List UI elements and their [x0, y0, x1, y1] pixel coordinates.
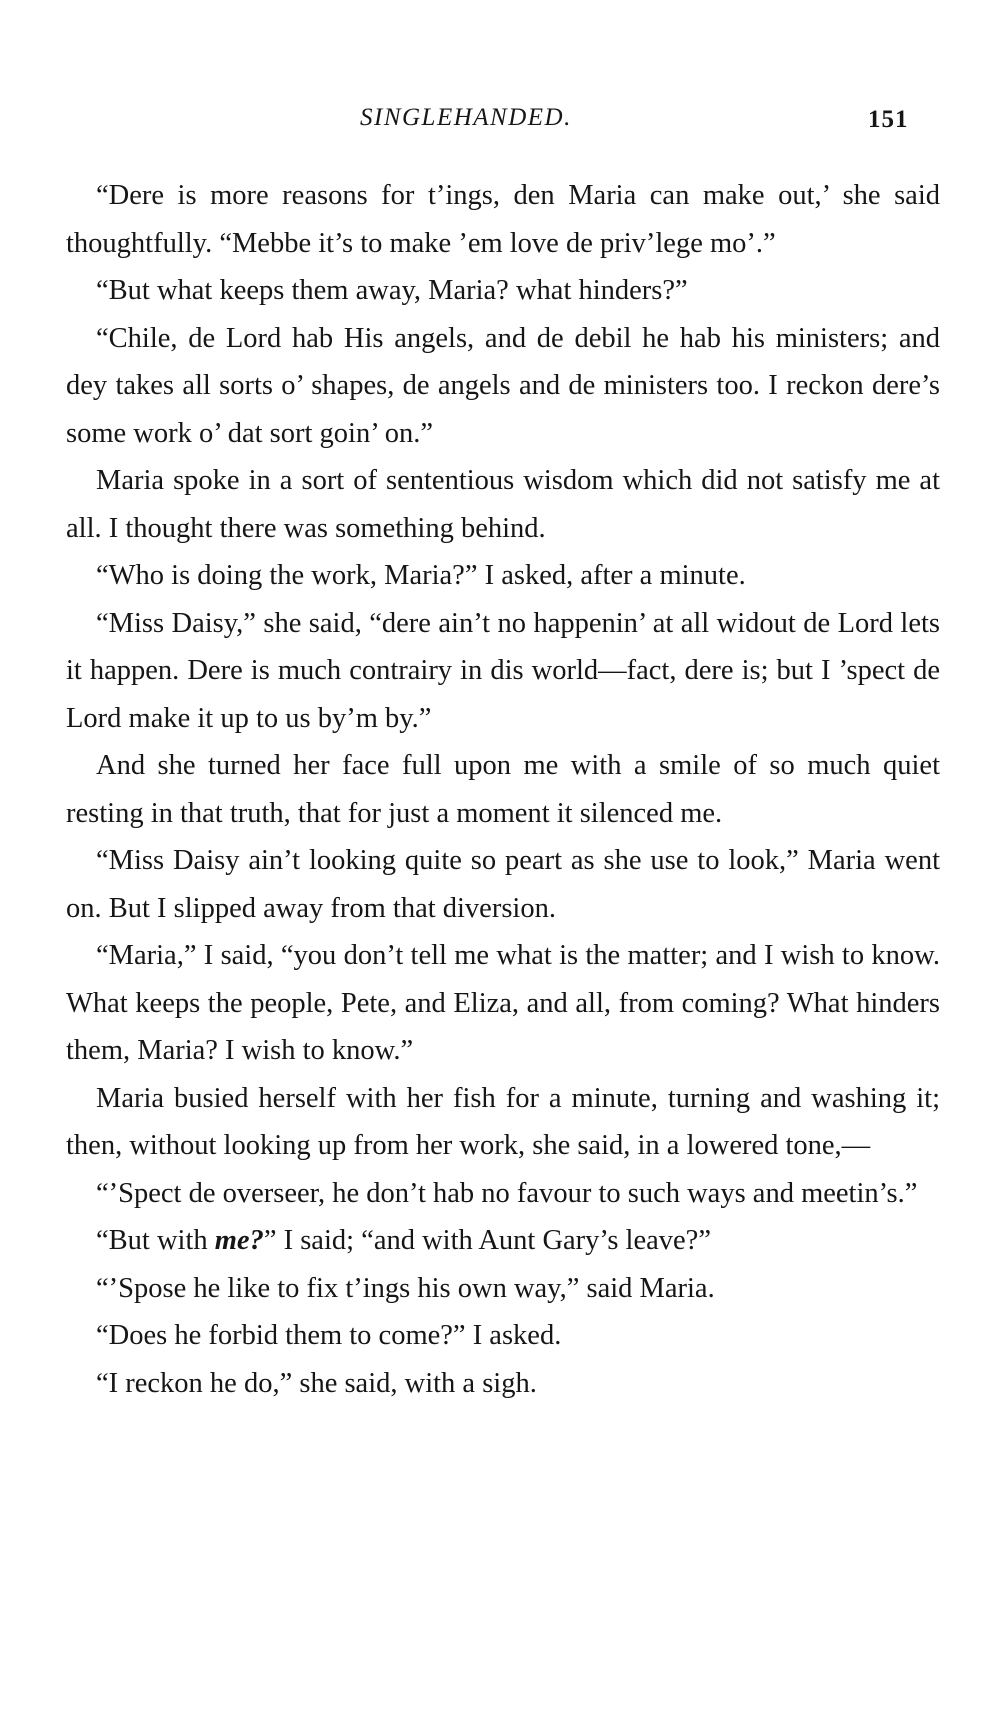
paragraph: “Who is doing the work, Maria?” I asked, after a minute.	[96, 560, 746, 591]
paragraph: “’Spect de overseer, he don’t hab no favour to such ways and meetin’s.”	[96, 1177, 918, 1209]
running-title: SINGLEHANDED.	[360, 104, 572, 131]
page-number: 151	[868, 106, 909, 133]
paragraph: “I reckon he do,” she said, with a sigh.	[96, 1367, 537, 1399]
paragraph: “Chile, de Lord hab His angels, and de debil he hab his ministers; and dey takes all sorts o’ shapes, de angels and de ministers too. I reckon dere’s some work o’ dat sort goin’ on.”	[66, 322, 940, 449]
paragraph: “But what keeps them away, Maria? what hinders?”	[96, 275, 688, 306]
emphasis-line-before: “But with	[96, 1225, 215, 1256]
paragraph: “Maria,” I said, “you don’t tell me what is the matter; and I wish to know. What keeps the people, Pete, and Eliza, and all, from coming? What hinders them, Maria? I wish to know.”	[66, 940, 940, 1066]
emphasis-line-after: ” I said; “and with Aunt Gary’s leave?”	[263, 1225, 711, 1256]
paragraph: “Dere is more reasons for t’ings, den Maria can make out,’ she said thoughtfully. “Mebbe it’s to make ’em love de priv’lege mo’.”	[66, 180, 940, 259]
paragraph: And she turned her face full upon me with a smile of so much quiet resting in that truth, that for just a moment it silenced me.	[66, 750, 940, 829]
paragraph: “’Spose he like to fix t’ings his own way,” said Maria.	[96, 1272, 715, 1304]
paragraph: “Miss Daisy ain’t looking quite so peart as she use to look,” Maria went on. But I slipped away from that diversion.	[66, 845, 940, 924]
paragraph: “Miss Daisy,” she said, “dere ain’t no happenin’ at all widout de Lord lets it happen. Dere is much contrairy in dis world—fact, dere is; but I ’spect de Lord make it up to us by’m by.”	[66, 607, 940, 734]
paragraph-with-emphasis	[66, 1217, 940, 1265]
paragraph: Maria busied herself with her fish for a minute, turning and washing it; then, without looking up from her work, she said, in a lowered tone,—	[66, 1082, 940, 1161]
paragraph: Maria spoke in a sort of sententious wisdom which did not satisfy me at all. I thought there was something behind.	[66, 465, 940, 544]
running-head	[0, 104, 1000, 144]
emphasis-word: me?	[214, 1225, 264, 1256]
paragraph: “Does he forbid them to come?” I asked.	[96, 1320, 562, 1351]
body-text	[66, 172, 940, 1407]
